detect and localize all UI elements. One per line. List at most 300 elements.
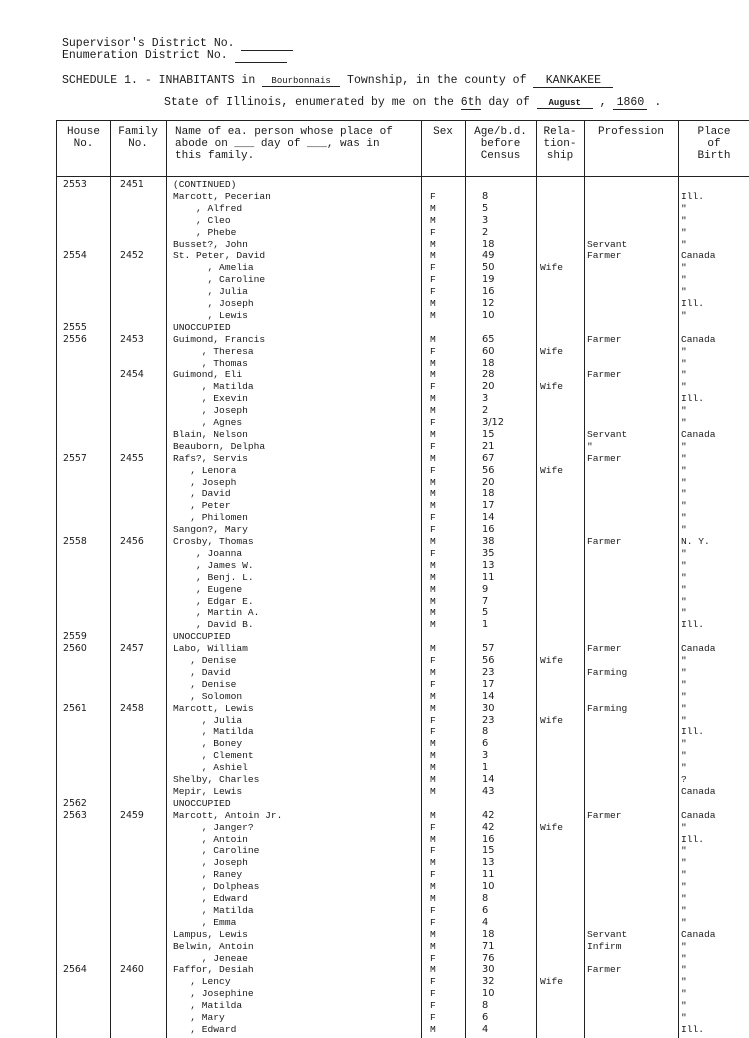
sex-cell: F xyxy=(430,547,436,559)
age-cell: 38 xyxy=(482,536,495,547)
table-row xyxy=(57,250,749,262)
table-row xyxy=(57,179,749,191)
person-name-cell: , Martin A. xyxy=(173,607,260,619)
age-cell: 50 xyxy=(482,262,495,274)
age-cell: 28 xyxy=(482,369,495,381)
table-row xyxy=(57,786,749,798)
age-cell: 43 xyxy=(482,785,495,797)
place-of-birth-cell: " xyxy=(681,583,687,595)
table-row xyxy=(57,1024,749,1036)
table-row xyxy=(57,191,749,203)
col-family-header: Family No. xyxy=(118,126,158,150)
person-name-cell: Guimond, Francis xyxy=(173,333,266,345)
day-value: 6th xyxy=(460,96,482,109)
person-name-cell: Crosby, Thomas xyxy=(173,536,254,547)
house-number-cell: 2560 xyxy=(63,643,87,655)
profession-cell: Infirm xyxy=(587,940,622,952)
age-cell: 3/12 xyxy=(482,417,504,428)
sex-cell: F xyxy=(430,655,436,666)
year-value: 1860 xyxy=(613,96,647,110)
sex-cell: F xyxy=(430,286,436,298)
age-cell: 23 xyxy=(482,666,495,678)
place-of-birth-cell: " xyxy=(681,357,687,369)
person-name-cell: , Matilda xyxy=(173,381,254,393)
year-end: . xyxy=(654,96,662,109)
age-cell: 18 xyxy=(482,928,495,940)
profession-cell: " xyxy=(587,440,593,452)
table-row xyxy=(57,643,749,655)
place-of-birth-cell: Ill. xyxy=(681,298,705,309)
age-cell: 2 xyxy=(482,226,489,238)
house-number-cell: 2564 xyxy=(63,964,87,976)
house-number-cell: 2553 xyxy=(63,179,87,190)
age-cell: 1 xyxy=(482,762,489,774)
person-name-cell: , Denise xyxy=(173,655,237,666)
person-name-cell: , Josephine xyxy=(173,988,254,1000)
sex-cell: F xyxy=(430,274,436,286)
person-name-cell: , David B. xyxy=(173,619,254,631)
enumeration-label: Enumeration District No. xyxy=(62,49,228,62)
person-name-cell: (CONTINUED) xyxy=(173,179,237,190)
place-of-birth-cell: " xyxy=(681,274,687,286)
house-number-cell: 2559 xyxy=(63,631,87,643)
family-number-cell: 2460 xyxy=(120,964,144,976)
sex-cell: M xyxy=(430,809,436,821)
person-name-cell: Marcott, Antoin Jr. xyxy=(173,809,283,821)
sex-cell: F xyxy=(430,345,436,357)
table-row xyxy=(57,536,749,548)
house-number-cell: 2558 xyxy=(63,536,87,547)
place-of-birth-cell: " xyxy=(681,214,687,226)
place-of-birth-cell: " xyxy=(681,464,687,476)
place-of-birth-cell: " xyxy=(681,845,687,857)
table-row xyxy=(57,203,749,215)
age-cell: 23 xyxy=(482,714,495,726)
sex-cell: M xyxy=(430,333,436,345)
sex-cell: F xyxy=(430,869,436,881)
age-cell: 21 xyxy=(482,440,495,452)
place-of-birth-cell: " xyxy=(681,690,687,702)
place-of-birth-cell: " xyxy=(681,952,687,964)
table-row xyxy=(57,310,749,322)
place-of-birth-cell: " xyxy=(681,524,687,536)
age-cell: 20 xyxy=(482,476,495,488)
relationship-cell: Wife xyxy=(540,464,564,476)
age-cell: 49 xyxy=(482,250,495,262)
age-cell: 42 xyxy=(482,821,495,833)
state-line xyxy=(164,96,661,110)
age-cell: 17 xyxy=(482,500,495,512)
age-cell: 13 xyxy=(482,559,495,571)
person-name-cell: , Emma xyxy=(173,916,237,928)
age-cell: 16 xyxy=(482,286,495,298)
sex-cell: M xyxy=(430,583,436,595)
place-of-birth-cell: ? xyxy=(681,774,687,785)
sex-cell: F xyxy=(430,726,436,738)
person-name-cell: , Philomen xyxy=(173,512,248,524)
table-row xyxy=(57,607,749,619)
person-name-cell: , Exevin xyxy=(173,393,248,405)
relationship-cell: Wife xyxy=(540,976,564,988)
place-of-birth-cell: " xyxy=(681,512,687,524)
table-row xyxy=(57,798,749,810)
person-name-cell: , Denise xyxy=(173,678,237,690)
place-of-birth-cell: " xyxy=(681,762,687,774)
age-cell: 17 xyxy=(482,678,495,690)
relationship-cell: Wife xyxy=(540,655,564,666)
sex-cell: M xyxy=(430,940,436,952)
family-number-cell: 2453 xyxy=(120,333,144,345)
table-row xyxy=(57,500,749,512)
sex-cell: M xyxy=(430,571,436,583)
person-name-cell: , Joanna xyxy=(173,547,243,559)
profession-cell: Farmer xyxy=(587,536,622,547)
sex-cell: M xyxy=(430,881,436,893)
place-of-birth-cell: " xyxy=(681,369,687,381)
person-name-cell: , Lenora xyxy=(173,464,237,476)
person-name-cell: , Boney xyxy=(173,738,243,750)
place-of-birth-cell: " xyxy=(681,738,687,750)
place-of-birth-cell: Ill. xyxy=(681,393,705,405)
place-of-birth-cell: " xyxy=(681,452,687,464)
person-name-cell: Mepir, Lewis xyxy=(173,785,243,797)
table-row xyxy=(57,703,749,715)
person-name-cell: Guimond, Eli xyxy=(173,369,243,381)
col-relationship-header: Rela- tion- ship xyxy=(543,126,577,162)
place-of-birth-cell: Canada xyxy=(681,785,716,797)
sex-cell: F xyxy=(430,678,436,690)
table-row xyxy=(57,715,749,727)
table-row xyxy=(57,988,749,1000)
place-of-birth-cell: " xyxy=(681,881,687,893)
place-of-birth-cell: " xyxy=(681,1012,687,1023)
sex-cell: F xyxy=(430,714,436,726)
person-name-cell: Sangon?, Mary xyxy=(173,524,248,536)
person-name-cell: , Amelia xyxy=(173,262,254,274)
place-of-birth-cell: Ill. xyxy=(681,190,705,202)
table-row xyxy=(57,834,749,846)
age-cell: 19 xyxy=(482,274,495,286)
person-name-cell: , Alfred xyxy=(173,202,243,214)
place-of-birth-cell: Canada xyxy=(681,809,716,821)
sex-cell: M xyxy=(430,488,436,500)
relationship-cell: Wife xyxy=(540,262,564,274)
sex-cell: M xyxy=(430,857,436,869)
place-of-birth-cell: " xyxy=(681,655,687,666)
sex-cell: M xyxy=(430,559,436,571)
relationship-cell: Wife xyxy=(540,821,564,833)
age-cell: 71 xyxy=(482,940,495,952)
sex-cell: M xyxy=(430,690,436,702)
age-cell: 3 xyxy=(482,393,489,405)
profession-cell: Servant xyxy=(587,428,628,440)
place-of-birth-cell: " xyxy=(681,821,687,833)
person-name-cell: , James W. xyxy=(173,559,254,571)
age-cell: 67 xyxy=(482,452,495,464)
family-number-cell: 2454 xyxy=(120,369,144,381)
state-label: State of Illinois, enumerated by me on the xyxy=(164,96,454,109)
sex-cell: M xyxy=(430,500,436,512)
age-cell: 18 xyxy=(482,488,495,500)
place-of-birth-cell: " xyxy=(681,904,687,916)
place-of-birth-cell: " xyxy=(681,607,687,619)
table-row xyxy=(57,1012,749,1024)
profession-cell: Farming xyxy=(587,666,628,678)
sex-cell: M xyxy=(430,738,436,750)
family-number-cell: 2457 xyxy=(120,643,144,655)
person-name-cell: Lampus, Lewis xyxy=(173,928,248,940)
place-of-birth-cell: " xyxy=(681,893,687,904)
place-of-birth-cell: Ill. xyxy=(681,726,705,738)
age-cell: 35 xyxy=(482,547,495,559)
place-of-birth-cell: " xyxy=(681,666,687,678)
family-number-cell: 2458 xyxy=(120,702,144,714)
person-name-cell: , Jeneae xyxy=(173,952,248,964)
age-cell: 18 xyxy=(482,238,495,250)
place-of-birth-cell: Ill. xyxy=(681,619,705,631)
person-name-cell: , Dolpheas xyxy=(173,881,260,893)
table-row xyxy=(57,881,749,893)
table-row xyxy=(57,893,749,905)
person-name-cell: UNOCCUPIED xyxy=(173,797,231,809)
table-row xyxy=(57,941,749,953)
table-row xyxy=(57,524,749,536)
table-row xyxy=(57,679,749,691)
sex-cell: M xyxy=(430,595,436,607)
table-row xyxy=(57,477,749,489)
table-row xyxy=(57,953,749,965)
age-cell: 56 xyxy=(482,464,495,476)
sex-cell: M xyxy=(430,476,436,488)
sex-cell: M xyxy=(430,833,436,845)
sex-cell: M xyxy=(430,393,436,405)
sex-cell: M xyxy=(430,762,436,774)
place-of-birth-cell: " xyxy=(681,1000,687,1012)
age-cell: 18 xyxy=(482,357,495,369)
county-value: KANKAKEE xyxy=(533,74,613,88)
table-row xyxy=(57,845,749,857)
age-cell: 15 xyxy=(482,845,495,857)
col-age-header: Age/b.d. before Census xyxy=(474,126,527,162)
age-cell: 5 xyxy=(482,202,489,214)
sex-cell: M xyxy=(430,202,436,214)
person-name-cell: , Theresa xyxy=(173,345,254,357)
table-row xyxy=(57,750,749,762)
place-of-birth-cell: " xyxy=(681,262,687,274)
place-of-birth-cell: Canada xyxy=(681,928,716,940)
age-cell: 6 xyxy=(482,904,489,916)
place-of-birth-cell: " xyxy=(681,417,687,428)
person-name-cell: Marcott, Pecerian xyxy=(173,190,271,202)
age-cell: 15 xyxy=(482,428,495,440)
age-cell: 5 xyxy=(482,607,489,619)
person-name-cell: , Joseph xyxy=(173,857,248,869)
place-of-birth-cell: " xyxy=(681,226,687,238)
person-name-cell: , Julia xyxy=(173,714,243,726)
sex-cell: F xyxy=(430,1012,436,1023)
person-name-cell: , Lency xyxy=(173,976,231,988)
person-name-cell: Rafs?, Servis xyxy=(173,452,248,464)
table-row xyxy=(57,381,749,393)
place-of-birth-cell: " xyxy=(681,750,687,762)
year-sep: , xyxy=(599,96,607,109)
sex-cell: M xyxy=(430,405,436,417)
person-name-cell: , Lewis xyxy=(173,309,248,321)
table-row xyxy=(57,298,749,310)
place-of-birth-cell: " xyxy=(681,678,687,690)
age-cell: 42 xyxy=(482,809,495,821)
age-cell: 4 xyxy=(482,1023,489,1035)
person-name-cell: , Edward xyxy=(173,1023,237,1035)
place-of-birth-cell: Ill. xyxy=(681,1023,705,1035)
sex-cell: F xyxy=(430,440,436,452)
table-row xyxy=(57,655,749,667)
table-row xyxy=(57,286,749,298)
col-house-header: House No. xyxy=(66,126,100,150)
sex-cell: F xyxy=(430,381,436,393)
table-row xyxy=(57,929,749,941)
enumeration-blank xyxy=(235,49,287,63)
place-of-birth-cell: " xyxy=(681,595,687,607)
table-row xyxy=(57,405,749,417)
age-cell: 11 xyxy=(482,571,495,583)
profession-cell: Farmer xyxy=(587,643,622,655)
person-name-cell: St. Peter, David xyxy=(173,250,266,262)
sex-cell: F xyxy=(430,821,436,833)
age-cell: 11 xyxy=(482,869,495,881)
table-row xyxy=(57,369,749,381)
person-name-cell: , Edward xyxy=(173,893,248,904)
place-of-birth-cell: " xyxy=(681,869,687,881)
person-name-cell: Labo, William xyxy=(173,643,248,655)
age-cell: 56 xyxy=(482,655,495,666)
table-row xyxy=(57,512,749,524)
person-name-cell: , Agnes xyxy=(173,417,243,428)
sex-cell: F xyxy=(430,417,436,428)
sex-cell: M xyxy=(430,619,436,631)
sex-cell: F xyxy=(430,262,436,274)
sex-cell: M xyxy=(430,928,436,940)
family-number-cell: 2455 xyxy=(120,452,144,464)
table-row xyxy=(57,857,749,869)
sex-cell: M xyxy=(430,702,436,714)
family-number-cell: 2459 xyxy=(120,809,144,821)
place-of-birth-cell: " xyxy=(681,202,687,214)
age-cell: 9 xyxy=(482,583,489,595)
place-of-birth-cell: " xyxy=(681,916,687,928)
person-name-cell: , Janger? xyxy=(173,821,254,833)
table-row xyxy=(57,429,749,441)
table-row xyxy=(57,453,749,465)
profession-cell: Farmer xyxy=(587,452,622,464)
sex-cell: M xyxy=(430,607,436,619)
table-row xyxy=(57,393,749,405)
table-row xyxy=(57,631,749,643)
table-row xyxy=(57,239,749,251)
age-cell: 3 xyxy=(482,214,489,226)
person-name-cell: , Joseph xyxy=(173,476,237,488)
table-row xyxy=(57,560,749,572)
place-of-birth-cell: " xyxy=(681,547,687,559)
age-cell: 16 xyxy=(482,833,495,845)
place-of-birth-cell: " xyxy=(681,309,687,321)
relationship-cell: Wife xyxy=(540,345,564,357)
table-row xyxy=(57,262,749,274)
place-of-birth-cell: " xyxy=(681,405,687,417)
age-cell: 14 xyxy=(482,512,495,524)
person-name-cell: , Ashiel xyxy=(173,762,248,774)
table-row xyxy=(57,869,749,881)
person-name-cell: , Eugene xyxy=(173,583,243,595)
township-label: Township, in the county of xyxy=(347,74,527,87)
table-row xyxy=(57,465,749,477)
place-of-birth-cell: Canada xyxy=(681,250,716,262)
age-cell: 4 xyxy=(482,916,489,928)
place-of-birth-cell: " xyxy=(681,500,687,512)
person-name-cell: Beauborn, Delpha xyxy=(173,440,266,452)
person-name-cell: , Joseph xyxy=(173,405,248,417)
sex-cell: M xyxy=(430,309,436,321)
sex-cell: M xyxy=(430,536,436,547)
sex-cell: F xyxy=(430,464,436,476)
sex-cell: M xyxy=(430,369,436,381)
schedule-label: SCHEDULE 1. - INHABITANTS in xyxy=(62,74,256,87)
house-number-cell: 2557 xyxy=(63,452,87,464)
sex-cell: M xyxy=(430,893,436,904)
table-row xyxy=(57,762,749,774)
sex-cell: M xyxy=(430,250,436,262)
age-cell: 65 xyxy=(482,333,495,345)
place-of-birth-cell: " xyxy=(681,988,687,1000)
table-row xyxy=(57,726,749,738)
sex-cell: M xyxy=(430,214,436,226)
person-name-cell: Blain, Nelson xyxy=(173,428,248,440)
age-cell: 6 xyxy=(482,1012,489,1023)
sex-cell: M xyxy=(430,643,436,655)
table-row xyxy=(57,346,749,358)
sex-cell: F xyxy=(430,845,436,857)
person-name-cell: Faffor, Desiah xyxy=(173,964,254,976)
age-cell: 14 xyxy=(482,690,495,702)
sex-cell: F xyxy=(430,916,436,928)
age-cell: 57 xyxy=(482,643,495,655)
sex-cell: F xyxy=(430,904,436,916)
sex-cell: F xyxy=(430,524,436,536)
place-of-birth-cell: " xyxy=(681,345,687,357)
day-of-label: day of xyxy=(488,96,530,109)
sex-cell: M xyxy=(430,785,436,797)
age-cell: 76 xyxy=(482,952,495,964)
person-name-cell: UNOCCUPIED xyxy=(173,321,231,333)
person-name-cell: , Cleo xyxy=(173,214,231,226)
sex-cell: F xyxy=(430,512,436,524)
person-name-cell: , Raney xyxy=(173,869,243,881)
age-cell: 20 xyxy=(482,381,495,393)
table-row xyxy=(57,774,749,786)
place-of-birth-cell: " xyxy=(681,976,687,988)
place-of-birth-cell: " xyxy=(681,702,687,714)
person-name-cell: , Phebe xyxy=(173,226,237,238)
age-cell: 16 xyxy=(482,524,495,536)
age-cell: 3 xyxy=(482,750,489,762)
person-name-cell: , Solomon xyxy=(173,690,243,702)
table-row xyxy=(57,322,749,334)
table-row xyxy=(57,976,749,988)
table-row xyxy=(57,572,749,584)
place-of-birth-cell: " xyxy=(681,476,687,488)
census-table xyxy=(56,120,749,1038)
profession-cell: Farmer xyxy=(587,369,622,381)
